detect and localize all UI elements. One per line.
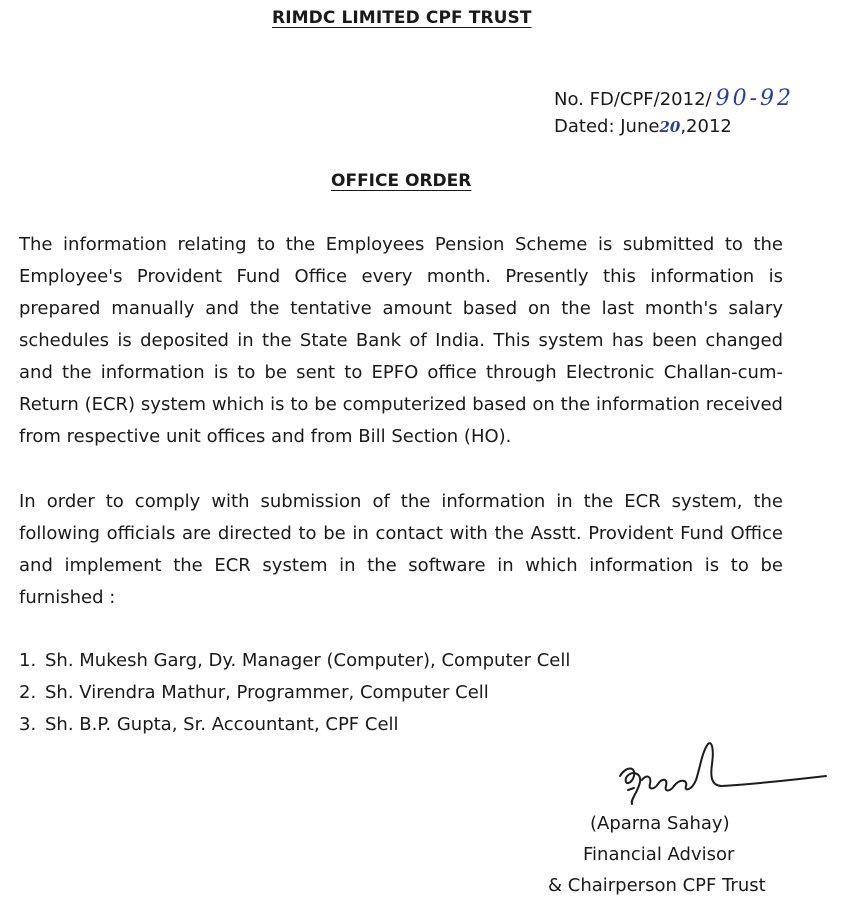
list-item	[19, 645, 570, 677]
reference-label: No. FD/CPF/2012/	[554, 89, 712, 110]
list-number: 2.	[19, 682, 37, 703]
organization-title: RIMDC LIMITED CPF TRUST	[272, 8, 532, 28]
signatory-title: Financial Advisor	[583, 844, 735, 865]
date-suffix: ,2012	[680, 116, 732, 137]
official-entry: Sh. B.P. Gupta, Sr. Accountant, CPF Cell	[45, 714, 399, 735]
reference-number	[554, 86, 794, 111]
date-prefix: Dated: June	[554, 116, 660, 137]
order-paragraph-1: The information relating to the Employees Pension Scheme is submitted to the Employee's Provident Fund Office every month. Presently this information is prepared manually and the tentative amount based on the last month's salary schedules is deposited in the State Bank of India. This system has been changed and the information is to be sent to EPFO office through Electronic Challan-cum-Return (ECR) system which is to be computerized based on the information received from respective unit offices and from Bill Section (HO).	[19, 234, 783, 447]
reference-handwritten-number: 90-92	[715, 86, 795, 111]
order-heading: OFFICE ORDER	[331, 171, 472, 191]
signatory-name: (Aparna Sahay)	[590, 813, 730, 834]
date-handwritten-day: 20	[659, 118, 681, 136]
list-number: 1.	[19, 650, 37, 671]
document-date	[554, 116, 732, 137]
handwritten-signature	[612, 740, 832, 810]
list-item	[19, 709, 570, 741]
official-entry: Sh. Mukesh Garg, Dy. Manager (Computer), Computer Cell	[45, 650, 571, 671]
order-paragraph-2: In order to comply with submission of the information in the ECR system, the following officials are directed to be in contact with the Asstt. Provident Fund Office and implement the ECR system in the software in which information is to be furnished :	[19, 491, 783, 608]
list-item	[19, 677, 570, 709]
signatory-block	[548, 808, 778, 901]
officials-list	[19, 645, 570, 741]
official-entry: Sh. Virendra Mathur, Programmer, Computer Cell	[45, 682, 489, 703]
list-number: 3.	[19, 714, 37, 735]
signatory-title-2: & Chairperson CPF Trust	[548, 875, 766, 896]
